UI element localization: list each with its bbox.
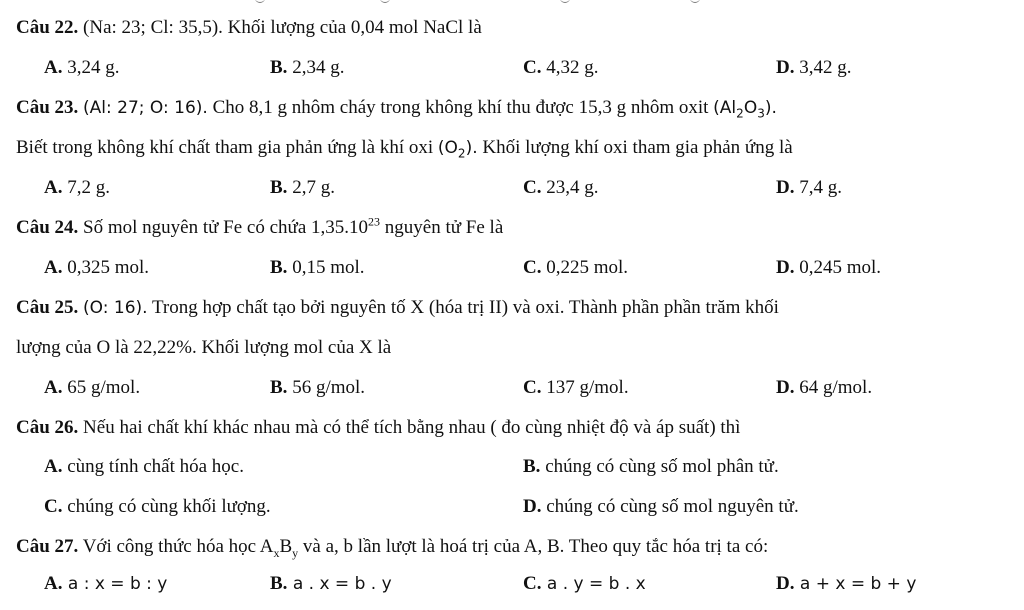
option-c[interactable]: C. 0,225 mol.	[523, 257, 629, 278]
option-d[interactable]: D. chúng có cùng số mol nguyên tử.	[523, 496, 799, 517]
question-label: Câu 26.	[16, 417, 79, 438]
question-24-stem: Câu 24. Số mol nguyên tử Fe có chứa 1,35.10$^{23}$ nguyên tử Fe là	[16, 214, 504, 238]
option-b[interactable]: B. 0,15 mol.	[270, 257, 365, 278]
question-text: Nếu hai chất khí khác nhau mà có thể tích bằng nhau ( đo cùng nhiệt độ và áp suất) thì	[78, 417, 741, 438]
option-a[interactable]: A. 65 g/mol.	[44, 377, 141, 398]
option-a[interactable]: A. 0,325 mol.	[44, 257, 150, 278]
option-d[interactable]: D. 3,42 g.	[776, 57, 852, 78]
option-a[interactable]: A. a : x = b : y	[44, 573, 168, 594]
question-text: Khối lượng của 0,04 mol NaCl là	[222, 17, 482, 38]
option-d[interactable]: D. a + x = b + y	[776, 573, 917, 594]
question-label: Câu 25.	[16, 297, 79, 318]
option-c[interactable]: C. 137 g/mol.	[523, 377, 629, 398]
option-b[interactable]: B. 2,34 g.	[270, 57, 345, 78]
option-d[interactable]: D. 0,245 mol.	[776, 257, 882, 278]
option-c[interactable]: C. 4,32 g.	[523, 57, 599, 78]
option-a[interactable]: A. 7,2 g.	[44, 177, 110, 198]
question-26-stem	[16, 416, 740, 440]
question-text: Số mol nguyên tử Fe có chứa 1,35.10	[78, 217, 369, 238]
question-23-stem	[16, 96, 777, 120]
option-b[interactable]: B. a . x = b . y	[270, 573, 392, 594]
question-23-line2: Biết trong không khí chất tham gia phản ứng là khí oxi $(O_2)$. Khối lượng khí oxi tham gia phản ứng là	[16, 137, 793, 161]
option-b[interactable]: B. chúng có cùng số mol phân tử.	[523, 456, 779, 477]
option-a[interactable]: A. cùng tính chất hóa học.	[44, 456, 244, 477]
question-text: Trong hợp chất tạo bởi nguyên tố X (hóa trị II) và oxi. Thành phần phần trăm khối	[147, 297, 779, 318]
question-label: Câu 27.	[16, 536, 79, 557]
question-label: Câu 23.	[16, 97, 79, 118]
oxygen-formula: $(O_2)$.	[437, 138, 478, 161]
question-25-stem	[16, 296, 779, 320]
question-label: Câu 24.	[16, 217, 79, 238]
atomic-masses: (Al: 27; O: 16).	[83, 98, 208, 118]
option-c[interactable]: C. a . y = b . x	[523, 573, 646, 594]
question-22-stem	[16, 16, 482, 40]
atomic-masses: (Na: 23; Cl: 35,5).	[83, 17, 223, 38]
cropped-top-edge	[0, 0, 1024, 6]
option-b[interactable]: B. 2,7 g.	[270, 177, 335, 198]
atomic-masses: (O: 16).	[83, 298, 148, 318]
option-b[interactable]: B. 56 g/mol.	[270, 377, 366, 398]
question-text: Cho 8,1 g nhôm cháy trong không khí thu được 15,3 g nhôm oxit	[207, 97, 714, 118]
question-text: Với công thức hóa học A	[78, 536, 274, 557]
question-27-stem: Câu 27. Với công thức hóa học $A_xB_y$ và a, b lần lượt là hoá trị của A, B. Theo quy tắc hóa trị ta có:	[16, 536, 769, 560]
exponent: 23	[368, 214, 381, 229]
option-c[interactable]: C. 23,4 g.	[523, 177, 599, 198]
question-label: Câu 22.	[16, 17, 79, 38]
option-d[interactable]: D. 7,4 g.	[776, 177, 842, 198]
option-d[interactable]: D. 64 g/mol.	[776, 377, 873, 398]
oxide-formula: $(Al_2O_3)$.	[713, 98, 777, 121]
question-25-line2: lượng của O là 22,22%. Khối lượng mol của X là	[16, 337, 392, 358]
option-c[interactable]: C. chúng có cùng khối lượng.	[44, 496, 271, 517]
option-a[interactable]: A. 3,24 g.	[44, 57, 120, 78]
